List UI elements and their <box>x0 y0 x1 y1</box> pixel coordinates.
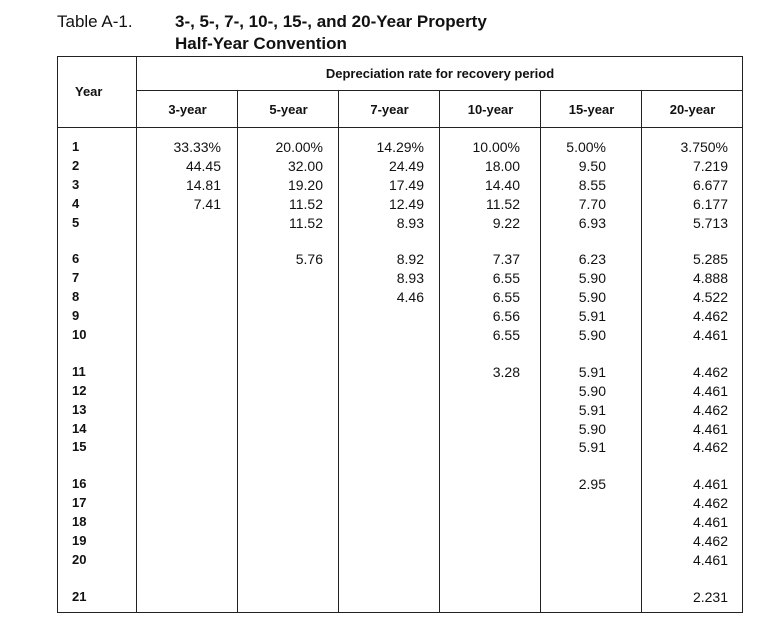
column-header-3-year: 3-year <box>168 102 207 117</box>
year-cell: 3 <box>72 176 80 192</box>
rate-cell: 2.231 <box>692 588 728 605</box>
rate-cell: 44.45 <box>185 157 221 174</box>
rate-cell: 5.91 <box>578 363 606 380</box>
rate-cell: 4.462 <box>692 533 728 550</box>
row-group-spacer <box>72 232 86 250</box>
year-cell: 1 <box>72 139 80 154</box>
rate-cell: 7.37 <box>492 251 520 268</box>
year-cell: 10 <box>72 327 87 343</box>
rate-cell: 4.522 <box>692 289 728 306</box>
row-group-spacer <box>440 232 520 250</box>
table-subtitle: Half-Year Convention <box>175 34 347 53</box>
row-group-spacer <box>540 457 606 475</box>
rate-column-15-year <box>540 138 606 494</box>
year-cell: 12 <box>72 382 87 398</box>
rate-cell: 7.41 <box>193 195 221 212</box>
rate-cell: 2.95 <box>578 476 606 493</box>
rate-cell: 6.177 <box>692 195 728 212</box>
group-header-divider <box>137 90 743 91</box>
column-header-20-year: 20-year <box>669 102 716 117</box>
rate-cell: 6.677 <box>692 176 728 193</box>
column-header-15-year: 15-year <box>568 102 615 117</box>
rate-cell: 32.00 <box>287 157 323 174</box>
rate-cell: 6.56 <box>492 308 520 325</box>
year-cell: 6 <box>72 251 80 267</box>
row-group-spacer <box>642 570 728 588</box>
row-group-spacer <box>72 345 86 363</box>
rate-cell: 8.55 <box>578 176 606 193</box>
rate-cell: 4.461 <box>692 382 728 399</box>
rate-cell: 4.462 <box>692 308 728 325</box>
column-header-7-year: 7-year <box>370 102 409 117</box>
year-cell: 2 <box>72 157 80 173</box>
table-title: 3-, 5-, 7-, 10-, 15-, and 20-Year Property <box>175 12 487 31</box>
rate-cell: 4.461 <box>692 551 728 568</box>
row-group-spacer <box>72 570 86 588</box>
row-group-spacer <box>540 232 606 250</box>
column-divider <box>338 90 339 613</box>
rate-cell: 10.00% <box>472 139 520 155</box>
rate-cell: 17.49 <box>388 176 424 193</box>
year-cell: 9 <box>72 308 80 324</box>
rate-cell: 9.22 <box>492 214 520 231</box>
rate-cell: 4.888 <box>692 270 728 287</box>
rate-cell: 11.52 <box>289 214 323 231</box>
row-group-spacer <box>340 232 424 250</box>
rate-cell: 4.461 <box>692 420 728 437</box>
rate-cell: 8.93 <box>396 270 424 287</box>
year-cell: 15 <box>72 439 87 455</box>
rate-cell: 5.713 <box>692 214 728 231</box>
rate-cell: 5.91 <box>578 439 606 456</box>
column-header-5-year: 5-year <box>269 102 308 117</box>
rate-cell: 8.93 <box>396 214 424 231</box>
year-cell: 5 <box>72 214 80 230</box>
rate-cell: 6.55 <box>492 327 520 344</box>
row-group-spacer <box>642 457 728 475</box>
rate-cell: 11.52 <box>486 195 520 212</box>
rate-cell: 6.23 <box>578 251 606 268</box>
rate-column-10-year <box>440 138 520 382</box>
recovery-period-header: Depreciation rate for recovery period <box>325 66 555 81</box>
year-cell: 20 <box>72 551 87 567</box>
rate-cell: 4.462 <box>692 495 728 512</box>
row-group-spacer <box>72 457 86 475</box>
rate-cell: 33.33% <box>173 139 221 155</box>
year-cell: 19 <box>72 533 87 549</box>
rate-cell: 4.462 <box>692 401 728 418</box>
rate-cell: 20.00% <box>275 139 323 155</box>
table-number: Table A-1. <box>57 12 133 31</box>
rate-cell: 6.93 <box>578 214 606 231</box>
rate-cell: 14.40 <box>484 176 520 193</box>
rate-cell: 5.91 <box>578 308 606 325</box>
year-column-divider <box>136 56 137 613</box>
rate-cell: 4.46 <box>396 289 424 306</box>
rate-cell: 7.70 <box>578 195 606 212</box>
rate-cell: 11.52 <box>289 195 323 212</box>
rate-cell: 5.76 <box>295 251 323 268</box>
rate-cell: 6.55 <box>492 289 520 306</box>
row-group-spacer <box>642 232 728 250</box>
rate-cell: 4.461 <box>692 327 728 344</box>
rate-cell: 5.285 <box>692 251 728 268</box>
rate-column-5-year <box>240 138 323 269</box>
rate-cell: 3.750% <box>680 139 728 155</box>
rate-cell: 4.461 <box>692 476 728 493</box>
rate-cell: 8.92 <box>396 251 424 268</box>
rate-cell: 18.00 <box>484 157 520 174</box>
year-cell: 7 <box>72 270 80 286</box>
rate-cell: 4.462 <box>692 439 728 456</box>
row-group-spacer <box>440 345 520 363</box>
year-cell: 18 <box>72 514 87 530</box>
rate-cell: 6.55 <box>492 270 520 287</box>
rate-cell: 4.462 <box>692 363 728 380</box>
year-column <box>72 138 86 607</box>
column-header-10-year: 10-year <box>467 102 514 117</box>
year-cell: 17 <box>72 495 87 511</box>
row-group-spacer <box>540 345 606 363</box>
year-cell: 21 <box>72 588 87 604</box>
rate-cell: 5.91 <box>578 401 606 418</box>
row-group-spacer <box>240 232 323 250</box>
year-header: Year <box>75 84 103 99</box>
rate-cell: 9.50 <box>578 157 606 174</box>
rate-column-3-year <box>140 138 221 214</box>
column-divider <box>237 90 238 613</box>
rate-cell: 14.29% <box>376 139 424 155</box>
year-cell: 13 <box>72 401 87 417</box>
rate-cell: 4.461 <box>692 514 728 531</box>
rate-cell: 5.90 <box>578 420 606 437</box>
rate-cell: 5.00% <box>566 139 606 155</box>
year-cell: 11 <box>72 363 86 379</box>
rate-cell: 24.49 <box>388 157 424 174</box>
rate-column-7-year <box>340 138 424 307</box>
row-group-spacer <box>642 345 728 363</box>
rate-cell: 5.90 <box>578 270 606 287</box>
rate-cell: 7.219 <box>692 157 728 174</box>
rate-cell: 5.90 <box>578 382 606 399</box>
rate-cell: 3.28 <box>492 363 520 380</box>
rate-column-20-year <box>642 138 728 607</box>
year-cell: 8 <box>72 289 80 305</box>
rate-cell: 5.90 <box>578 289 606 306</box>
rate-cell: 12.49 <box>388 195 424 212</box>
year-cell: 16 <box>72 476 87 492</box>
rate-cell: 5.90 <box>578 327 606 344</box>
rate-cell: 19.20 <box>287 176 323 193</box>
year-cell: 4 <box>72 195 80 211</box>
year-cell: 14 <box>72 420 87 436</box>
rate-cell: 14.81 <box>185 176 221 193</box>
